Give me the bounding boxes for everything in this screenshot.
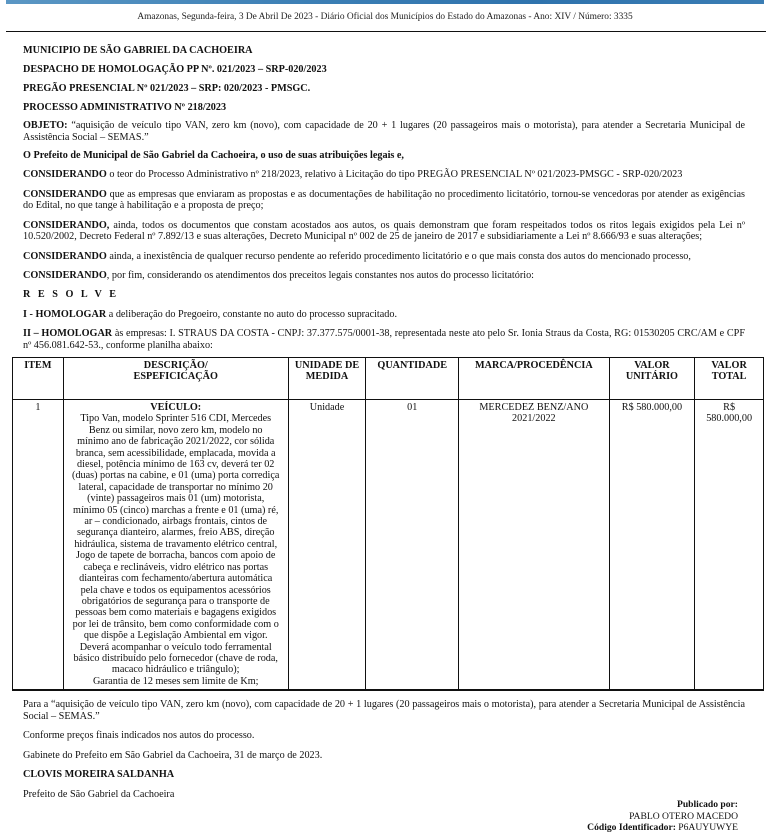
description-line: Jogo de tapete de borracha, bancos com apoio de (76, 550, 276, 562)
description-line: obrigatórios de segurança para o transporte de (81, 595, 270, 607)
description-line: mínimo 05 (cinco) marchas a frente e 01 (uma) ré, (73, 504, 279, 516)
description-line: branca, sem acessibilidade, emplacada, movida a (75, 447, 276, 459)
municipality-title: MUNICIPIO DE SÃO GABRIEL DA CACHOEIRA (23, 45, 253, 56)
consideration-3 (23, 220, 745, 243)
consideration-label: CONSIDERANDO (23, 169, 107, 180)
identifier-code (587, 822, 738, 834)
code-label: Código Identificador: (587, 822, 676, 833)
consideration-label: CONSIDERANDO (23, 270, 107, 281)
resolution-text: a deliberação do Pregoeiro, constante no auto do processo supracitado. (106, 308, 398, 320)
description-line: que dispõe a Legislação Ambiental em vigor. (83, 630, 268, 642)
description-line: Garantia de 12 meses sem limite de Km; (92, 675, 259, 687)
resolution-1 (23, 309, 745, 321)
description-line: (duas) portas na cabine, e 01 (uma) porta corrediça (72, 470, 280, 482)
closing-object: Para a “aquisição de veículo tipo VAN, zero km (novo), com capacidade de 20 + 1 lugares (20 passageiros mais o motorista), para atender a Secretaria Municipal de Assistência Social – SEMAS.” (23, 699, 745, 722)
place-date: Gabinete do Prefeito em São Gabriel da Cachoeira, 31 de março de 2023. (23, 749, 323, 761)
description-line: ar – condicionado, airbags frontais, cintos de (84, 516, 268, 528)
cell-item: 1 (13, 400, 64, 691)
description-line: por lei de trânsito, bem como conformidade com o (72, 618, 279, 630)
description-line: Deverá acompanhar o veículo todo ferramental (79, 641, 272, 653)
header-unit-value: VALOR UNITÁRIO (609, 358, 695, 400)
consideration-label: CONSIDERANDO, (23, 219, 110, 231)
header-quantity: QUANTIDADE (366, 358, 459, 400)
cell-unit: Unidade (288, 400, 366, 691)
total-currency: R$ (723, 402, 736, 413)
consideration-text: o teor do Processo Administrativo nº 218/2023, relativo à Licitação do tipo PREGÃO PRESENCIAL Nº 021/2023-PMSGC - SRP-020/2023 (106, 169, 683, 180)
table-row (13, 400, 764, 691)
description-line: diesel, potência mínimo de 163 cv, deverá ter 02 (77, 459, 275, 471)
header-item: ITEM (13, 358, 64, 400)
consideration-2 (23, 189, 745, 212)
publisher-name: PABLO OTERO MACEDO (629, 810, 738, 822)
resolution-text: às empresas: I. STRAUS DA COSTA - CNPJ: 37.377.575/0001-38, representada neste ato pelo Sr. Ionia Straus da Costa, RG: 01530205 CRC/AM e CPF nº 456.081.642-53., conforme planilha abaixo: (23, 328, 745, 351)
signatory-name: CLOVIS MOREIRA SALDANHA (23, 769, 175, 780)
consideration-1 (23, 169, 745, 181)
code-value: P6AUYUWYE (675, 822, 738, 833)
process-title: PROCESSO ADMINISTRATIVO Nº 218/2023 (23, 102, 227, 113)
dispatch-title: DESPACHO DE HOMOLOGAÇÃO PP Nº. 021/2023 – SRP-020/2023 (23, 64, 327, 75)
gazette-banner (6, 0, 764, 4)
description-line: macaco hidráulico e triângulo); (111, 664, 240, 676)
publication-info (587, 799, 738, 834)
auction-title: PREGÃO PRESENCIAL Nº 021/2023 – SRP: 020/2023 - PMSGC. (23, 83, 311, 94)
prices-note: Conforme preços finais indicados nos autos do processo. (23, 730, 255, 741)
description-line: básico distribuído pelo fornecedor (chave de roda, (73, 652, 278, 664)
document-body (23, 45, 745, 351)
cell-description (63, 400, 288, 691)
description-line: dianteiras com fechamento/abertura automática (79, 573, 273, 585)
description-line: Benz ou similar, novo zero km, modelo no (88, 424, 263, 436)
cell-total-value (695, 400, 764, 691)
consideration-text: ainda, todos os documentos que constam acostados aos autos, os quais demonstram que foram respeitados todos os ritos legais exigidos pela Lei nº 10.520/2002, Decreto Federal nº 7.892/13 e suas alterações, Decreto Municipal nº 002 de 25 de janeiro de 2017 e subsidiariamente a Lei nº 8.666/93 e suas alterações; (23, 219, 745, 242)
object-label: OBJETO: (23, 120, 68, 131)
cell-unit-value: R$ 580.000,00 (609, 400, 695, 691)
header-brand: MARCA/PROCEDÊNCIA (459, 358, 610, 400)
resolution-label: II – HOMOLOGAR (23, 328, 113, 339)
consideration-text: ainda, a inexistência de qualquer recurso pendente ao referido procedimento licitatório e o que mais consta dos autos do mencionado processo, (106, 250, 691, 262)
consideration-5 (23, 270, 745, 282)
resolution-2 (23, 328, 745, 351)
description-title: VEÍCULO: (150, 402, 202, 413)
description-text (66, 413, 286, 687)
signatory-title: Prefeito de São Gabriel da Cachoeira (23, 788, 175, 800)
description-line: pessoas bem como materiais e bagagens exigidos (75, 607, 277, 619)
resolve-heading: R E S O L V E (23, 288, 119, 300)
consideration-label: CONSIDERANDO (23, 250, 107, 262)
gazette-header: Amazonas, Segunda-feira, 3 De Abril De 2023 - Diário Oficial dos Municípios do Estado do Amazonas - Ano: XIV / Número: 3335 (137, 12, 633, 22)
header-unit: UNIDADE DE MEDIDA (288, 358, 366, 400)
cell-quantity: 01 (366, 400, 459, 691)
description-line: mínimo ano de fabricação 2021/2022, cor sólida (77, 436, 275, 448)
description-line: segurança dianteiro, alarmes, freio ABS, direção (76, 527, 275, 539)
consideration-text: , por fim, considerando os atendimentos dos preceitos legais constantes nos autos do processo licitatório: (106, 270, 534, 281)
table-header-row (13, 358, 764, 400)
preamble: O Prefeito de Municipal de São Gabriel da Cachoeira, o uso de suas atribuições legais e, (23, 150, 404, 161)
header-total-value: VALOR TOTAL (695, 358, 764, 400)
description-line: lateral, capacidade de transportar no mínimo 20 (78, 481, 273, 493)
cell-brand: MERCEDEZ BENZ/ANO 2021/2022 (459, 400, 610, 691)
consideration-text: que as empresas que enviaram as propostas e as documentações de habilitação no procedimento licitatório, tornou-se vencedoras por atender as exigências do Edital, no que tange à habilitação e a proposta de preço; (23, 188, 745, 211)
header-description: DESCRIÇÃO/ ESPEFICICAÇÃO (63, 358, 288, 400)
resolution-label: I - HOMOLOGAR (23, 308, 107, 320)
object-text: “aquisição de veículo tipo VAN, zero km (novo), com capacidade de 20 + 1 lugares (20 passageiros mais o motorista), para atender a Secretaria Municipal de Assistência Social – SEMAS.” (23, 120, 745, 143)
closing-section (23, 699, 745, 800)
description-line: hidráulica, sistema de travamento elétrico central, (74, 538, 278, 550)
description-line: pela chave e todos os equipamentos acessórios (80, 584, 271, 596)
description-line: Tipo Van, modelo Sprinter 516 CDI, Mercedes (80, 413, 272, 425)
description-line: (vinte) passageiros mais 01 (um) motorista, (87, 493, 265, 505)
header-divider (6, 31, 766, 32)
items-table (12, 357, 764, 691)
object-paragraph (23, 120, 745, 143)
consideration-4 (23, 251, 745, 263)
published-by-label: Publicado por: (676, 799, 738, 810)
total-amount: 580.000,00 (706, 413, 753, 425)
description-line: cabeça e reclináveis, vidro elétrico nas portas (83, 561, 269, 573)
consideration-label: CONSIDERANDO (23, 188, 107, 200)
